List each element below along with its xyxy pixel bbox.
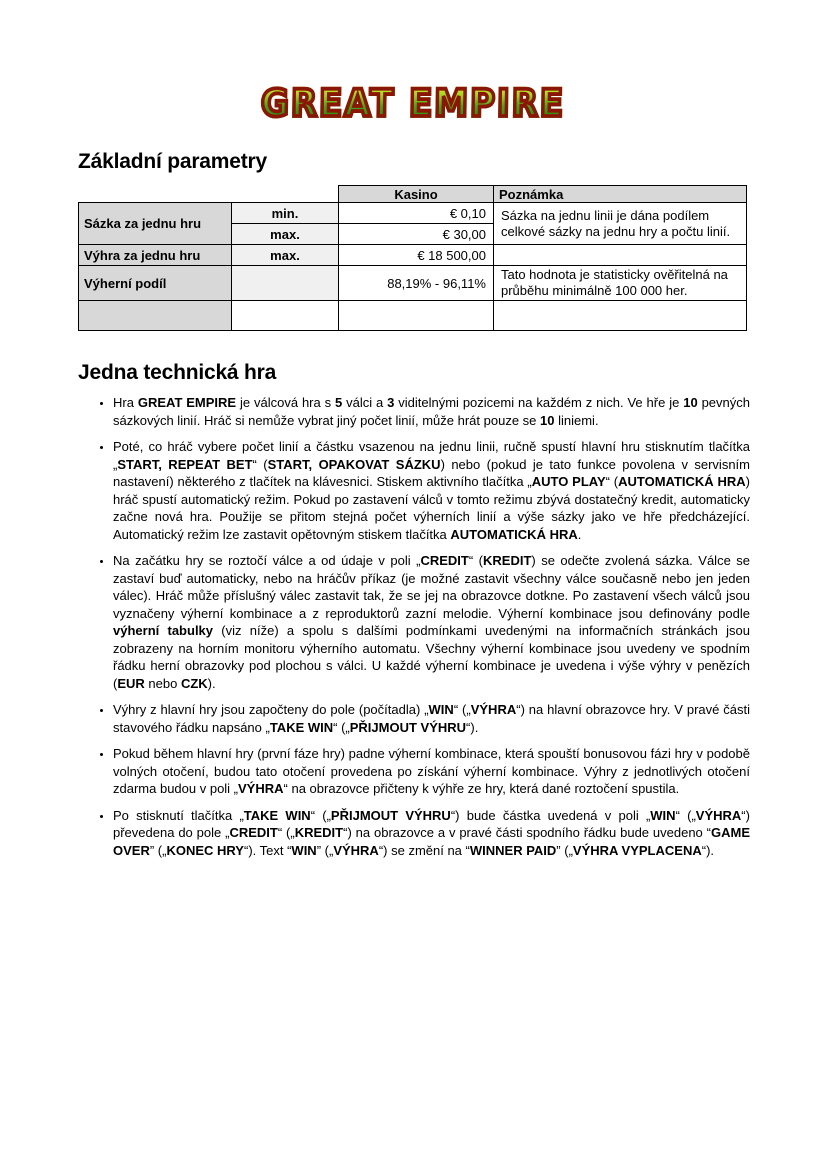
row-label-podil: Výherní podíl [79,266,232,301]
parameters-table [78,185,747,331]
sub-label-max: max. [232,224,339,245]
bullet-item-start-autoplay: • Poté, co hráč vybere počet linií a částku vsazenou na jednu linii, ručně spustí hlavní hru stisknutím tlačítka „START, REPEAT BET“ (START, OPAKOVAT SÁZKU) nebo (pokud je tato funkce povolena v servisním nastavení) některého z tlačítek na klávesnici. Stiskem aktivního tlačítka „AUTO PLAY“ (AUTOMATICKÁ HRA) hráč spustí automatický režim. Pokud po zastavení válců v tomto režimu zbývá dostatečný kredit, automaticky začne nová hra. Použije se přitom stejná počet výherních linií a výše sázky jako ve hře předcházející. Automatický režim lze zastavit opětovným stiskem tlačítka AUTOMATICKÁ HRA. [113,438,750,543]
bullet-item-reels-lines: • Hra GREAT EMPIRE je válcová hra s 5 válci a 3 viditelnými pozicemi na každém z nich. Ve hře je 10 pevných sázkových linií. Hráč si nemůže vybrat jiný počet linií, může hrát pouze se 10 liniemi. [113,394,750,429]
row-label-vyhra: Výhra za jednu hru [79,245,232,266]
empty-label-cell [79,301,232,331]
value-sazka-min: € 0,10 [339,203,494,224]
column-header-kasino: Kasino [339,186,494,203]
note-sazka: Sázka na jednu linii je dána podílem celkové sázky na jednu hry a počtu linií. [494,203,747,245]
table-row-sazka-min [79,203,747,224]
row-label-sazka: Sázka za jednu hru [79,203,232,245]
bullet-item-bonus-free-spins: • Pokud během hlavní hry (první fáze hry) padne výherní kombinace, která spouští bonusovou fázi hry v podobě volných otočení, budou tato otočení provedena po získání výherní kombinace. Výhry z jednotlivých otočení zdarma budou v poli „VÝHRA“ na obrazovce přičteny k výhře ze hry, která dané roztočení spustila. [113,745,750,798]
table-header-row [79,186,747,203]
value-sazka-max: € 30,00 [339,224,494,245]
sub-label-vyhra-max: max. [232,245,339,266]
column-header-poznamka: Poznámka [494,186,747,203]
bullet-list [78,394,750,859]
header-blank-cell [232,186,339,203]
empty-cell [494,301,747,331]
bullet-item-credit-spin: • Na začátku hry se roztočí válce a od údaje v poli „CREDIT“ (KREDIT) se odečte zvolená sázka. Válce se zastaví buď automaticky, nebo na hráčův příkaz (je možné zastavit všechny válce současně nebo jen jeden válec). Hráč může příslušný válec zastavit tak, že se jej na obrazovce dotkne. Po zastavení všech válců jsou vyznačeny výherní kombinace a z reproduktorů zazní melodie. Výherní kombinace jsou definovány podle výherní tabulky (viz níže) a spolu s dalšími podmínkami uvedenými na informačních stránkách jsou zobrazeny na horním monitoru výherního automatu. Všechny výherní kombinace jsou uvedeny ve spodním řádku herní obrazovky pod plochou s válci. U každé výherní kombinace je uvedena i výše výhry v penězích (EUR nebo CZK). [113,552,750,692]
bullet-item-win-field: • Výhry z hlavní hry jsou započteny do pole (počítadla) „WIN“ („VÝHRA“) na hlavní obrazovce hry. V pravé části stavového řádku napsáno „TAKE WIN“ („PŘIJMOUT VÝHRU“). [113,701,750,736]
header-blank-cell [79,186,232,203]
value-vyhra-max: € 18 500,00 [339,245,494,266]
empty-cell [232,301,339,331]
section-title-basic-parameters: Základní parametry [78,150,267,173]
game-logo-text: GREAT EMPIRE [261,82,566,126]
sub-label-podil-empty [232,266,339,301]
note-podil: Tato hodnota je statisticky ověřitelná na průběhu minimálně 100 000 her. [494,266,747,301]
table-row-podil [79,266,747,301]
parameters-table-grid [78,185,747,331]
table-row-vyhra [79,245,747,266]
note-vyhra-empty [494,245,747,266]
empty-cell [339,301,494,331]
technical-game-description [78,394,750,868]
section-title-technical-game: Jedna technická hra [78,361,277,384]
game-logo [0,84,827,124]
table-row-empty [79,301,747,331]
value-podil: 88,19% - 96,11% [339,266,494,301]
bullet-item-take-win: • Po stisknutí tlačítka „TAKE WIN“ („PŘIJMOUT VÝHRU“) bude částka uvedená v poli „WIN“ („VÝHRA“) převedena do pole „CREDIT“ („KREDIT“) na obrazovce a v pravé části spodního řádku bude uvedeno “GAME OVER” („KONEC HRY“). Text “WIN” („VÝHRA“) se změní na “WINNER PAID” („VÝHRA VYPLACENA“). [113,807,750,860]
sub-label-min: min. [232,203,339,224]
